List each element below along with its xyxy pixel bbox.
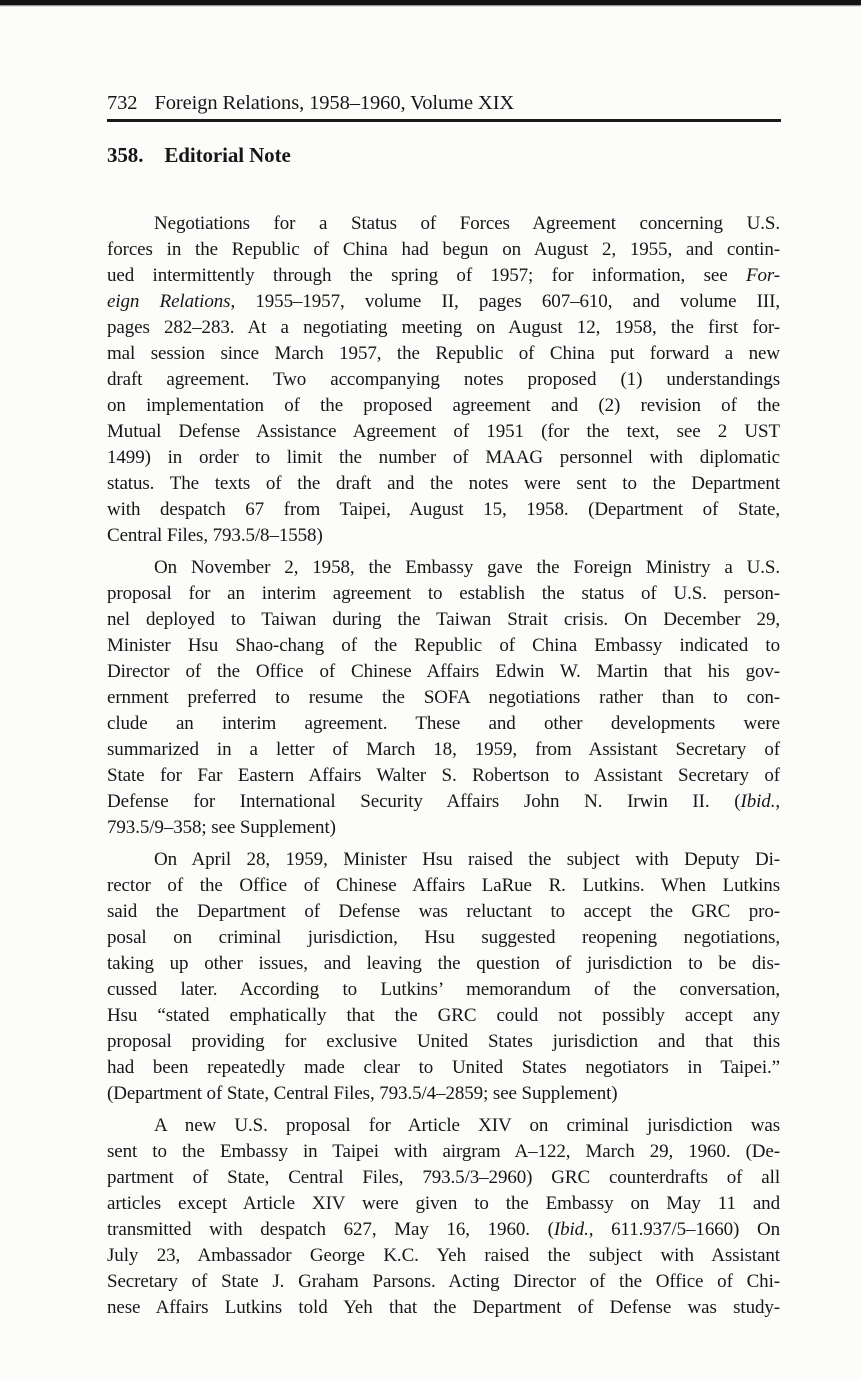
text-line: On April 28, 1959, Minister Hsu raised the subject with Deputy Di-: [154, 849, 780, 870]
text-line: 793.5/9–358; see Supplement): [107, 817, 336, 838]
scan-edge-artifact: [0, 0, 861, 5]
text-line: had been repeatedly made clear to United States negotiators in Taipei.”: [107, 1057, 780, 1078]
text-line: Director of the Office of Chinese Affairs Edwin W. Martin that his gov-: [107, 661, 780, 682]
text-line: Negotiations for a Status of Forces Agreement concerning U.S.: [154, 213, 780, 234]
text-line: partment of State, Central Files, 793.5/3–2960) GRC counterdrafts of all: [107, 1167, 780, 1188]
text-line: draft agreement. Two accompanying notes proposed (1) understandings: [107, 369, 780, 390]
text-line: Central Files, 793.5/8–1558): [107, 525, 323, 546]
text-line: posal on criminal jurisdiction, Hsu suggested reopening negotiations,: [107, 927, 780, 948]
text-line: 1499) in order to limit the number of MAAG personnel with diplomatic: [107, 447, 780, 468]
text-line: ued intermittently through the spring of 1957; for information, see For-: [107, 265, 780, 286]
text-line: nese Affairs Lutkins told Yeh that the Department of Defense was study-: [107, 1297, 780, 1318]
text-line: forces in the Republic of China had begun on August 2, 1955, and contin-: [107, 239, 780, 260]
text-line: transmitted with despatch 627, May 16, 1960. (Ibid., 611.937/5–1660) On: [107, 1219, 781, 1240]
text-line: eign Relations, 1955–1957, volume II, pages 607–610, and volume III,: [107, 291, 780, 312]
text-line: mal session since March 1957, the Republic of China put forward a new: [107, 343, 780, 364]
text-line: summarized in a letter of March 18, 1959, from Assistant Secretary of: [107, 739, 780, 760]
text-line: with despatch 67 from Taipei, August 15, 1958. (Department of State,: [107, 499, 780, 520]
text-line: cussed later. According to Lutkins’ memorandum of the conversation,: [107, 979, 780, 1000]
text-line: sent to the Embassy in Taipei with airgram A–122, March 29, 1960. (De-: [107, 1141, 780, 1162]
text-line: On November 2, 1958, the Embassy gave the Foreign Ministry a U.S.: [154, 557, 780, 578]
text-line: proposal for an interim agreement to establish the status of U.S. person-: [107, 583, 780, 604]
text-line: Secretary of State J. Graham Parsons. Acting Director of the Office of Chi-: [107, 1271, 780, 1292]
text-line: on implementation of the proposed agreement and (2) revision of the: [107, 395, 780, 416]
document-body: [107, 211, 780, 1327]
section-title: Editorial Note: [164, 143, 291, 167]
text-line: articles except Article XIV were given to the Embassy on May 11 and: [107, 1193, 780, 1214]
running-header: [107, 91, 781, 115]
text-line: Hsu “stated emphatically that the GRC could not possibly accept any: [107, 1005, 780, 1026]
text-line: taking up other issues, and leaving the question of jurisdiction to be dis-: [107, 953, 780, 974]
paragraph: [107, 847, 780, 1107]
paragraph: [107, 1113, 780, 1321]
text-line: Mutual Defense Assistance Agreement of 1951 (for the text, see 2 UST: [107, 421, 780, 442]
paragraph: [107, 211, 780, 549]
text-line: (Department of State, Central Files, 793.5/4–2859; see Supplement): [107, 1083, 618, 1104]
text-line: ernment preferred to resume the SOFA negotiations rather than to con-: [107, 687, 780, 708]
text-line: Minister Hsu Shao-chang of the Republic of China Embassy indicated to: [107, 635, 780, 656]
text-line: State for Far Eastern Affairs Walter S. Robertson to Assistant Secretary of: [107, 765, 780, 786]
section-heading: [107, 143, 291, 168]
text-line: clude an interim agreement. These and other developments were: [107, 713, 780, 734]
text-line: A new U.S. proposal for Article XIV on criminal jurisdiction was: [154, 1115, 780, 1136]
header-rule: [107, 119, 781, 122]
running-title: Foreign Relations, 1958–1960, Volume XIX: [154, 92, 515, 114]
text-line: pages 282–283. At a negotiating meeting on August 12, 1958, the first for-: [107, 317, 780, 338]
text-line: proposal providing for exclusive United States jurisdiction and that this: [107, 1031, 780, 1052]
text-line: July 23, Ambassador George K.C. Yeh raised the subject with Assistant: [107, 1245, 780, 1266]
section-number: 358.: [107, 143, 144, 167]
text-line: Defense for International Security Affairs John N. Irwin II. (Ibid.,: [107, 791, 780, 812]
text-line: status. The texts of the draft and the notes were sent to the Department: [107, 473, 780, 494]
paragraph: [107, 555, 780, 841]
text-line: nel deployed to Taiwan during the Taiwan Strait crisis. On December 29,: [107, 609, 780, 630]
text-line: rector of the Office of Chinese Affairs LaRue R. Lutkins. When Lutkins: [107, 875, 780, 896]
page-number: 732: [107, 92, 138, 114]
text-line: said the Department of Defense was reluctant to accept the GRC pro-: [107, 901, 780, 922]
